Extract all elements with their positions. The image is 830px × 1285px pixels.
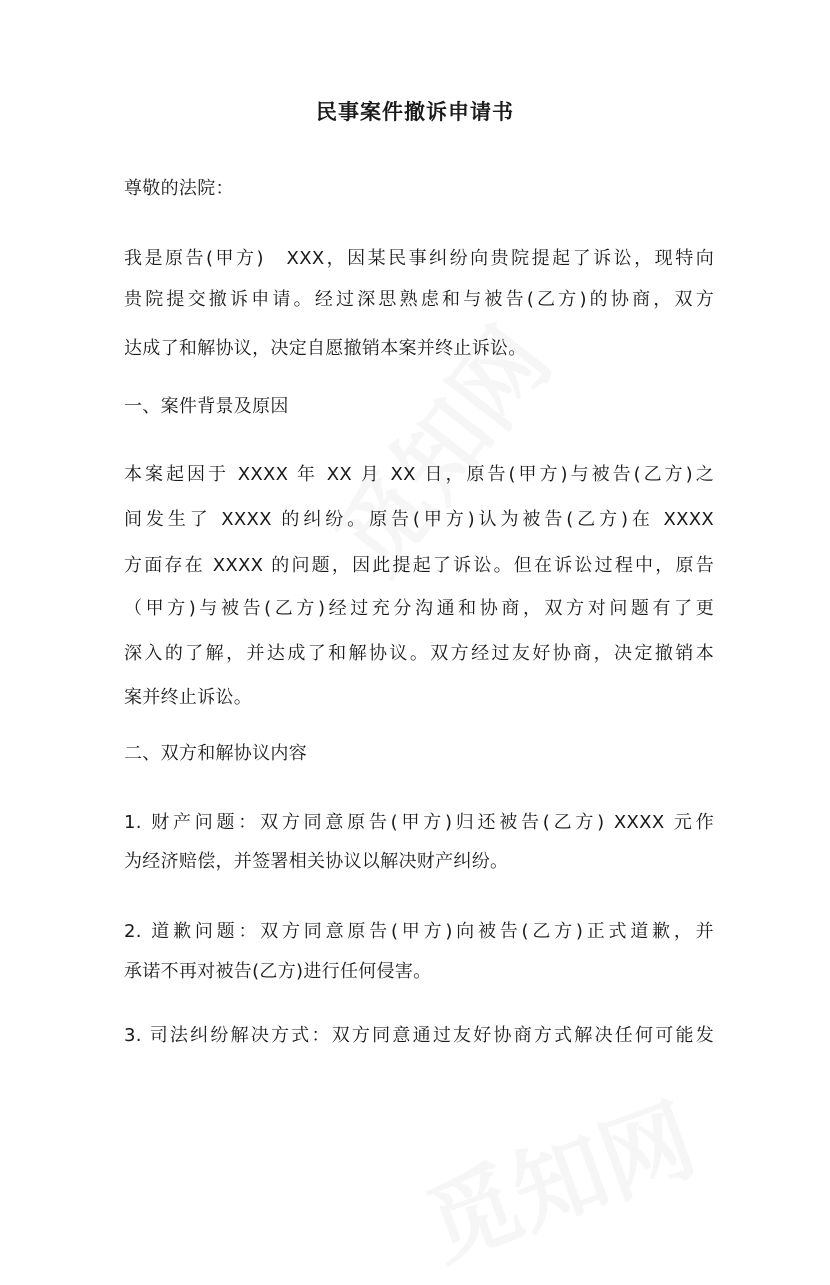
watermark-bottom xyxy=(406,1067,711,1285)
section1-line-3: 方面存在 XXXX 的问题，因此提起了诉讼。但在诉讼过程中，原告 xyxy=(124,555,714,576)
item2-line-1: 2. 道歉问题：双方同意原告(甲方)向被告(乙方)正式道歉，并 xyxy=(124,921,714,942)
section1-heading: 一、案件背景及原因 xyxy=(124,396,289,417)
section1-line-4: （甲方)与被告(乙方)经过充分沟通和协商，双方对问题有了更 xyxy=(124,598,714,619)
intro-line-1: 我是原告(甲方) XXX，因某民事纠纷向贵院提起了诉讼，现特向 xyxy=(124,248,714,269)
section2-heading: 二、双方和解协议内容 xyxy=(124,743,307,764)
section1-line-1: 本案起因于 XXXX 年 XX 月 XX 日，原告(甲方)与被告(乙方)之 xyxy=(124,464,714,485)
item1-line-2: 为经济赔偿，并签署相关协议以解决财产纠纷。 xyxy=(124,851,509,872)
intro-line-2: 贵院提交撤诉申请。经过深思熟虑和与被告(乙方)的协商，双方 xyxy=(124,289,714,310)
item2-line-2: 承诺不再对被告(乙方)进行任何侵害。 xyxy=(124,961,432,982)
item3-line-1: 3. 司法纠纷解决方式：双方同意通过友好协商方式解决任何可能发 xyxy=(124,1025,714,1046)
salutation: 尊敬的法院： xyxy=(124,178,234,199)
section1-line-2: 间发生了 XXXX 的纠纷。原告(甲方)认为被告(乙方)在 XXXX xyxy=(124,509,714,530)
document-title: 民事案件撤诉申请书 xyxy=(316,100,514,124)
section1-line-6: 案并终止诉讼。 xyxy=(124,687,253,708)
intro-line-3: 达成了和解协议，决定自愿撤销本案并终止诉讼。 xyxy=(124,338,527,359)
item1-line-1: 1. 财产问题：双方同意原告(甲方)归还被告(乙方) XXXX 元作 xyxy=(124,812,714,833)
section1-line-5: 深入的了解，并达成了和解协议。双方经过友好协商，决定撤销本 xyxy=(124,643,714,664)
